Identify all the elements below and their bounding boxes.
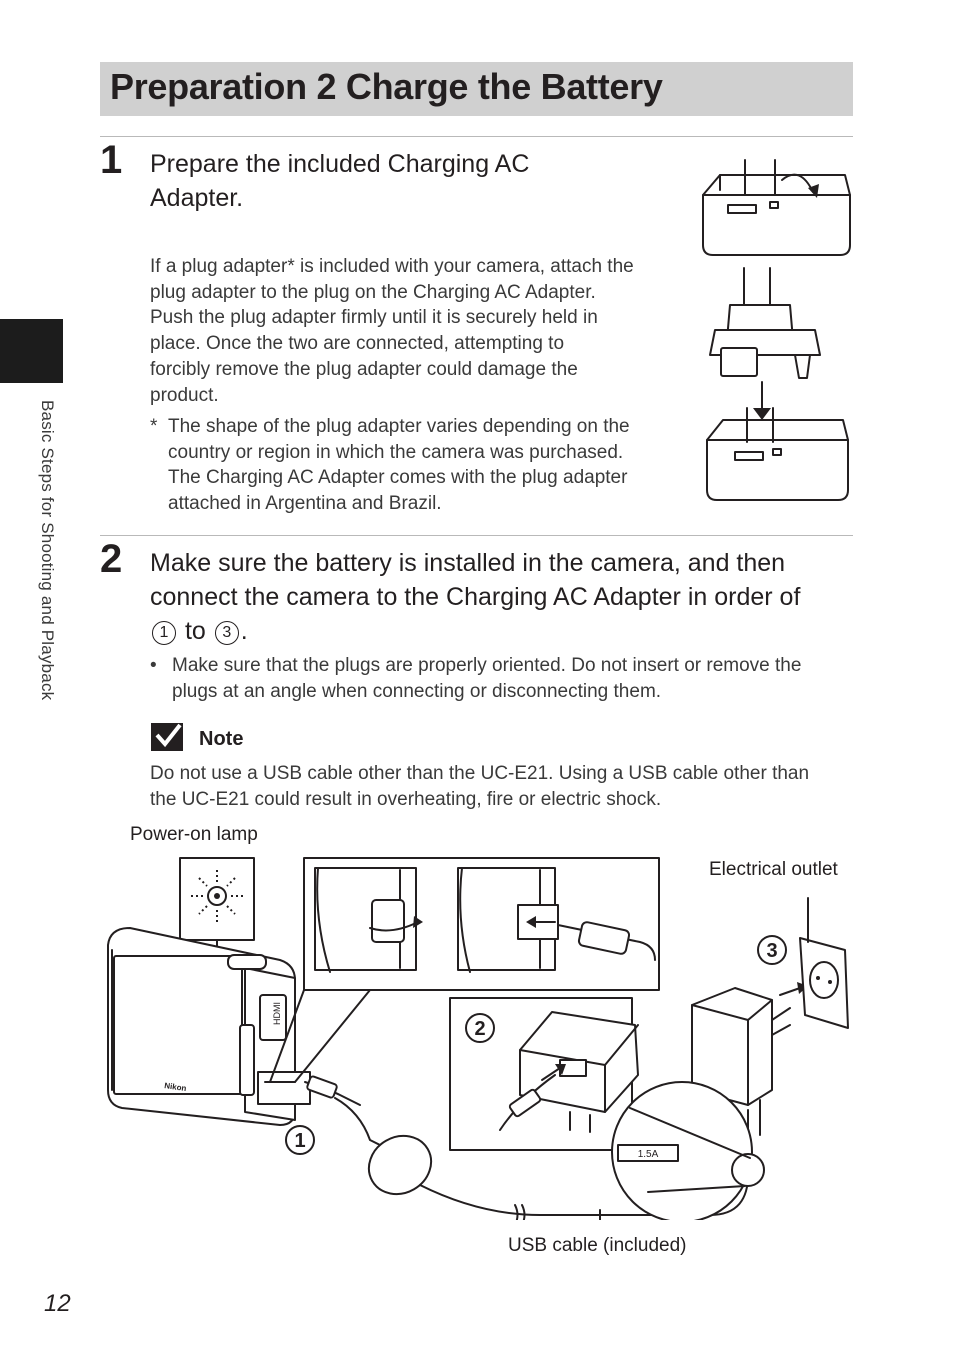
note-check-icon <box>150 722 186 752</box>
electrical-outlet-label: Electrical outlet <box>709 859 838 880</box>
hdmi-port-label: HDMI <box>272 1002 282 1025</box>
step-2-number: 2 <box>100 537 123 581</box>
body-line: If a plug adapter* is included with your camera, attach the <box>150 256 634 277</box>
electrical-outlet-icon <box>800 898 848 1028</box>
body-line: forcibly remove the plug adapter could damage the <box>150 358 578 380</box>
adapter-with-plug <box>707 408 848 500</box>
adapter-inset <box>450 998 638 1150</box>
note-line: Do not use a USB cable other than the UC-E21. Using a USB cable other than <box>150 763 810 784</box>
step-2-title <box>150 546 870 648</box>
camera-brand: Nikon <box>163 1081 187 1094</box>
adapter-folding-plug <box>703 160 850 255</box>
body-line: Push the plug adapter firmly until it is securely held in <box>150 307 598 329</box>
title-period: . <box>240 617 248 645</box>
step-2-title-line <box>150 614 870 648</box>
camera-icon <box>108 928 310 1125</box>
bullet-line: plugs at an angle when connecting or disconnecting them. <box>172 680 662 702</box>
plug-adapter <box>710 268 820 378</box>
step-1-title: Prepare the included Charging AC Adapter. <box>150 150 530 212</box>
footnote-line: The Charging AC Adapter comes with the plug adapter <box>168 467 628 489</box>
usb-cable-label: USB cable (included) <box>508 1235 687 1256</box>
body-line: product. <box>150 384 219 406</box>
cable-rating: 1.5A <box>637 1149 659 1160</box>
connection-diagram <box>100 850 860 1220</box>
marker-2: 2 <box>474 1018 486 1040</box>
section-divider <box>100 535 853 536</box>
footnote-line: The shape of the plug adapter varies depending on the <box>168 416 630 437</box>
power-on-lamp-label: Power-on lamp <box>130 824 258 845</box>
note-heading: Note <box>199 728 244 750</box>
power-lamp-inset <box>180 858 254 950</box>
step-1-body <box>150 254 670 408</box>
section-divider <box>100 136 853 137</box>
footnote-mark: * <box>150 416 158 437</box>
step-2-title-line: Make sure the battery is installed in the camera, and then <box>150 549 786 577</box>
circled-number-1: 1 <box>152 621 176 645</box>
bullet-icon: • <box>150 655 157 676</box>
to-word: to <box>184 617 206 645</box>
section-label: Basic Steps for Shooting and Playback <box>38 400 57 701</box>
step-1-number: 1 <box>100 138 123 182</box>
note-text <box>150 761 870 812</box>
bullet-line: Make sure that the plugs are properly oriented. Do not insert or remove the <box>172 655 802 676</box>
circled-number-3: 3 <box>215 621 239 645</box>
footnote-line: attached in Argentina and Brazil. <box>168 493 442 515</box>
step-2-bullet <box>172 653 872 704</box>
page-title: Preparation 2 Charge the Battery <box>110 66 663 107</box>
page-number: 12 <box>44 1290 71 1317</box>
body-line: place. Once the two are connected, attempting to <box>150 333 565 355</box>
footnote <box>168 414 668 517</box>
marker-1: 1 <box>294 1130 306 1152</box>
footnote-line: country or region in which the camera was purchased. <box>168 441 624 463</box>
body-line: plug adapter to the plug on the Charging AC Adapter. <box>150 281 596 303</box>
note-line: the UC-E21 could result in overheating, fire or electric shock. <box>150 788 662 810</box>
step-2-title-line: connect the camera to the Charging AC Adapter in order of <box>150 583 801 611</box>
adapter-illustration <box>695 150 855 510</box>
marker-3: 3 <box>766 940 778 962</box>
section-tab <box>0 319 63 383</box>
